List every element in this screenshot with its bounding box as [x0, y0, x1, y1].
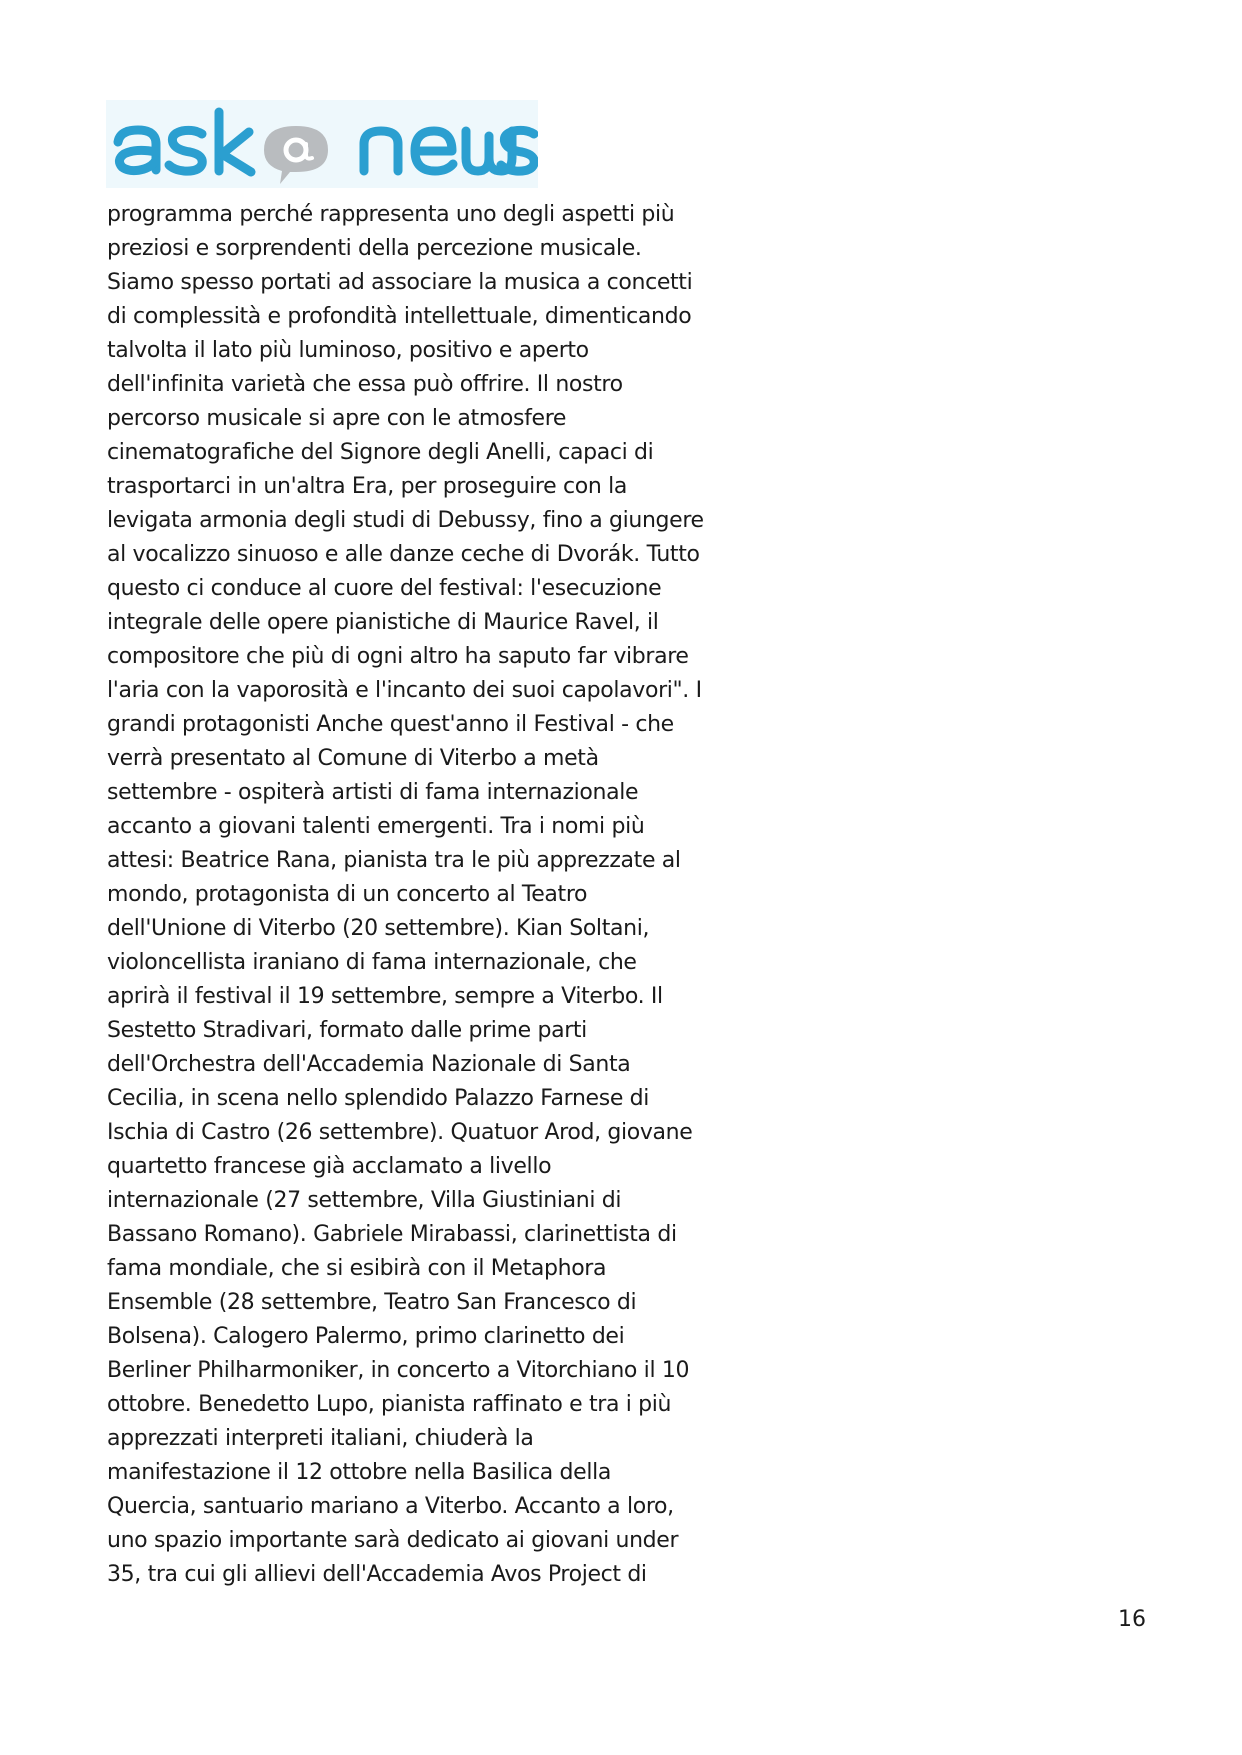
article-line: quartetto francese già acclamato a livello	[107, 1154, 552, 1179]
asknews-logo	[106, 100, 538, 188]
article-line: l'aria con la vaporosità e l'incanto dei suoi capolavori". I	[107, 678, 702, 703]
article-line: violoncellista iraniano di fama internazionale, che	[107, 950, 637, 975]
article-line: internazionale (27 settembre, Villa Giustiniani di	[107, 1188, 622, 1213]
article-line: talvolta il lato più luminoso, positivo e aperto	[107, 338, 589, 363]
article-line: Sestetto Stradivari, formato dalle prime parti	[107, 1018, 587, 1043]
article-line: Bolsena). Calogero Palermo, primo clarinetto dei	[107, 1324, 625, 1349]
article-line: dell'infinita varietà che essa può offrire. Il nostro	[107, 372, 623, 397]
article-line: Cecilia, in scena nello splendido Palazzo Farnese di	[107, 1086, 650, 1111]
article-line: manifestazione il 12 ottobre nella Basilica della	[107, 1460, 612, 1485]
article-line: questo ci conduce al cuore del festival: l'esecuzione	[107, 576, 662, 601]
article-line: attesi: Beatrice Rana, pianista tra le più apprezzate al	[107, 848, 681, 873]
article-line: accanto a giovani talenti emergenti. Tra i nomi più	[107, 814, 645, 839]
article-line: fama mondiale, che si esibirà con il Metaphora	[107, 1256, 607, 1281]
article-line: Siamo spesso portati ad associare la musica a concetti	[107, 270, 693, 295]
article-line: Berliner Philharmoniker, in concerto a Vitorchiano il 10	[107, 1358, 690, 1383]
article-body	[107, 198, 727, 1592]
article-line: levigata armonia degli studi di Debussy, fino a giungere	[107, 508, 704, 533]
article-line: dell'Unione di Viterbo (20 settembre). Kian Soltani,	[107, 916, 650, 941]
article-line: grandi protagonisti Anche quest'anno il Festival - che	[107, 712, 674, 737]
article-line: settembre - ospiterà artisti di fama internazionale	[107, 780, 639, 805]
article-line: 35, tra cui gli allievi dell'Accademia Avos Project di	[107, 1562, 647, 1587]
article-line: programma perché rappresenta uno degli aspetti più	[107, 202, 675, 227]
article-line: Quercia, santuario mariano a Viterbo. Accanto a loro,	[107, 1494, 674, 1519]
article-line: dell'Orchestra dell'Accademia Nazionale di Santa	[107, 1052, 631, 1077]
article-line: compositore che più di ogni altro ha saputo far vibrare	[107, 644, 689, 669]
article-line: integrale delle opere pianistiche di Maurice Ravel, il	[107, 610, 659, 635]
article-line: percorso musicale si apre con le atmosfere	[107, 406, 567, 431]
page-number: 16	[1118, 1607, 1146, 1632]
article-line: ottobre. Benedetto Lupo, pianista raffinato e tra i più	[107, 1392, 672, 1417]
article-line: verrà presentato al Comune di Viterbo a metà	[107, 746, 599, 771]
article-line: cinematografiche del Signore degli Anelli, capaci di	[107, 440, 654, 465]
article-line: mondo, protagonista di un concerto al Teatro	[107, 882, 588, 907]
article-line: Ensemble (28 settembre, Teatro San Francesco di	[107, 1290, 637, 1315]
article-line: al vocalizzo sinuoso e alle danze ceche di Dvorák. Tutto	[107, 542, 700, 567]
article-line: apprezzati interpreti italiani, chiuderà la	[107, 1426, 534, 1451]
article-line: di complessità e profondità intellettuale, dimenticando	[107, 304, 692, 329]
article-line: aprirà il festival il 19 settembre, sempre a Viterbo. Il	[107, 984, 663, 1009]
article-line: preziosi e sorprendenti della percezione musicale.	[107, 236, 642, 261]
article-line: Bassano Romano). Gabriele Mirabassi, clarinettista di	[107, 1222, 677, 1247]
article-line: uno spazio importante sarà dedicato ai giovani under	[107, 1528, 679, 1553]
article-line: trasportarci in un'altra Era, per proseguire con la	[107, 474, 627, 499]
article-line: Ischia di Castro (26 settembre). Quatuor Arod, giovane	[107, 1120, 693, 1145]
